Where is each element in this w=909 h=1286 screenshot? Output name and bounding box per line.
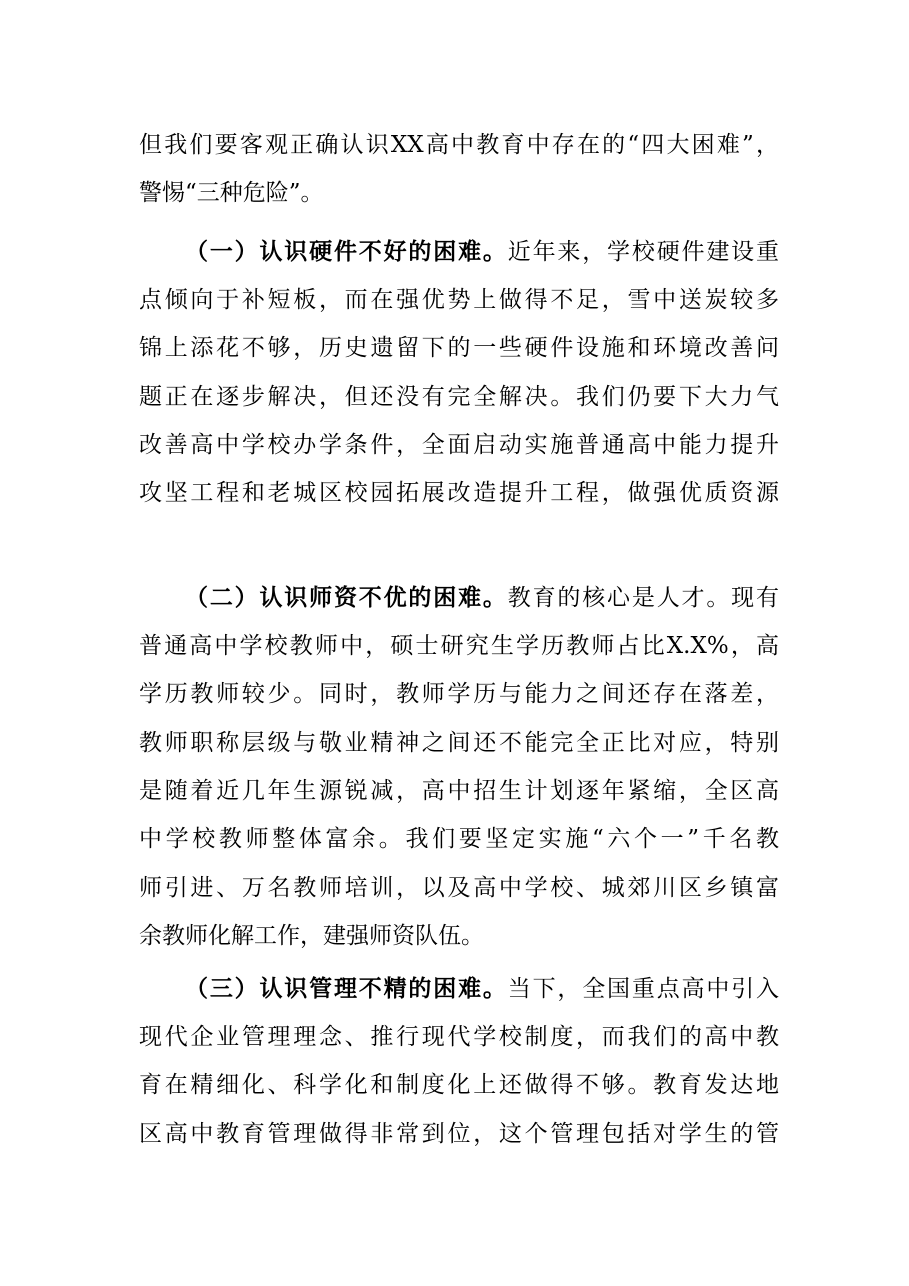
body-line: 攻坚工程和老城区校园拓展改造提升工程，做强优质资源: [139, 480, 779, 506]
body-line: 但我们要客观正确认识XX高中教育中存在的“四大困难”，: [139, 132, 779, 158]
section-heading: （三）认识管理不精的困难。: [185, 976, 508, 1002]
body-line: 育在精细化、科学化和制度化上还做得不够。教育发达地: [139, 1072, 779, 1098]
section-first-line: [185, 578, 779, 618]
body-line: 警惕“三种危险”。: [139, 180, 324, 206]
body-line: 点倾向于补短板，而在强优势上做得不足，雪中送炭较多: [139, 287, 779, 313]
body-line: 教师职称层级与敬业精神之间还不能完全正比对应，特别: [139, 730, 779, 756]
body-line: 区高中教育管理做得非常到位，这个管理包括对学生的管: [139, 1121, 779, 1147]
section-first-line: [185, 969, 779, 1009]
body-line: 中学校教师整体富余。我们要坚定实施“六个一”千名教: [139, 826, 779, 852]
body-line: 余教师化解工作，建强师资队伍。: [139, 923, 484, 949]
section-heading: （二）认识师资不优的困难。: [185, 585, 508, 611]
section-heading: （一）认识硬件不好的困难。: [185, 239, 508, 265]
body-line: 是随着近几年生源锐减，高中招生计划逐年紧缩，全区高: [139, 778, 779, 804]
section-first-line-text: 教育的核心是人才。现有: [507, 585, 780, 611]
body-line: 师引进、万名教师培训，以及高中学校、城郊川区乡镇富: [139, 875, 779, 901]
body-line: 改善高中学校办学条件，全面启动实施普通高中能力提升: [139, 432, 779, 458]
body-line: 锦上添花不够，历史遗留下的一些硬件设施和环境改善问: [139, 335, 779, 361]
body-line: 题正在逐步解决，但还没有完全解决。我们仍要下大力气: [139, 384, 779, 410]
section-first-line: [185, 232, 779, 272]
section-first-line-text: 当下，全国重点高中引入: [507, 976, 780, 1002]
section-first-line-text: 近年来，学校硬件建设重: [507, 239, 780, 265]
body-line: 学历教师较少。同时，教师学历与能力之间还存在落差，: [139, 681, 779, 707]
body-line: 普通高中学校教师中，硕士研究生学历教师占比X.X%，高: [139, 633, 779, 659]
body-line: 现代企业管理理念、推行现代学校制度，而我们的高中教: [139, 1024, 779, 1050]
